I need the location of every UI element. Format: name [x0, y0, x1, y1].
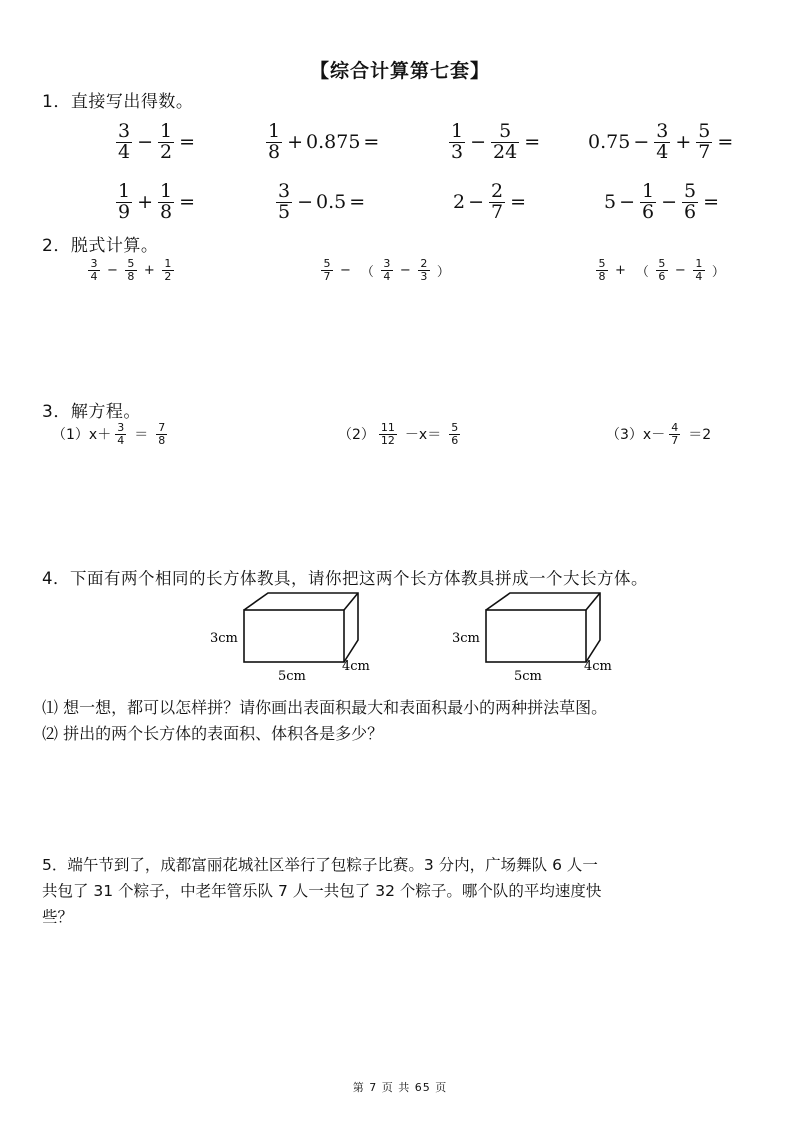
- cuboid-figures: [200, 590, 640, 690]
- q3-heading: 3．解方程。: [42, 402, 141, 422]
- q4-subquestion-2: ⑵ 拼出的两个长方体的表面积、体积各是多少？: [42, 724, 384, 743]
- fraction: $\frac{3}{4}$: [117, 421, 125, 447]
- q1-item-8: 5 − $\frac{1}{6}$ − $\frac{5}{6}$ =: [604, 180, 720, 223]
- fraction: $\frac{5}{7}$: [698, 120, 711, 163]
- q5-line-3: 些？: [42, 908, 74, 926]
- label-width-right: 4cm: [584, 659, 612, 674]
- label-length-left: 5cm: [278, 669, 306, 684]
- fraction: $\frac{1}{3}$: [451, 120, 464, 163]
- fraction: $\frac{1}{8}$: [160, 180, 173, 223]
- q3-equation-3: （3）x－ $\frac{4}{7}$ ＝2: [606, 421, 712, 447]
- fraction: $\frac{3}{5}$: [278, 180, 291, 223]
- q4-heading: 4．下面有两个相同的长方体教具，请你把这两个长方体教具拼成一个大长方体。: [42, 569, 648, 588]
- q5-line-1: 5．端午节到了，成都富丽花城社区举行了包粽子比赛。3 分内，广场舞队 6 人一: [42, 856, 598, 874]
- fraction: $\frac{5}{6}$: [451, 421, 459, 447]
- q2-item-1: $\frac{3}{4}$ − $\frac{5}{8}$ + $\frac{1}{2}$: [86, 258, 176, 282]
- fraction: $\frac{3}{4}$: [381, 258, 393, 282]
- q1-item-2: $\frac{1}{8}$ + 0.875 =: [268, 120, 380, 163]
- fraction: $\frac{1}{6}$: [642, 180, 655, 223]
- q1-item-6: $\frac{3}{5}$ − 0.5 =: [278, 180, 366, 223]
- q3-equation-1: （1）x＋ $\frac{3}{4}$ ＝ $\frac{7}{8}$: [52, 421, 166, 447]
- q1-item-7: 2 − $\frac{2}{7}$ =: [453, 180, 527, 223]
- page-title: 【综合计算第七套】: [309, 60, 490, 82]
- fraction: $\frac{3}{4}$: [656, 120, 669, 163]
- q1-heading: 1．直接写出得数。: [42, 92, 194, 112]
- cuboid-left: [244, 593, 358, 662]
- fraction: $\frac{3}{4}$: [88, 258, 100, 282]
- label-length-right: 5cm: [514, 669, 542, 684]
- page-footer: 第 7 页 共 65 页: [352, 1081, 448, 1094]
- fraction: $\frac{1}{8}$: [268, 120, 281, 163]
- q2-item-2: $\frac{5}{7}$ − （ $\frac{3}{4}$ − $\frac{2}{3}$ ）: [319, 258, 455, 282]
- fraction: $\frac{5}{6}$: [684, 180, 697, 223]
- fraction: $\frac{5}{7}$: [321, 258, 333, 282]
- fraction: $\frac{7}{8}$: [158, 421, 166, 447]
- fraction: $\frac{1}{2}$: [162, 258, 174, 282]
- q4-subquestion-1: ⑴ 想一想，都可以怎样拼？请你画出表面积最大和表面积最小的两种拼法草图。: [42, 698, 608, 717]
- label-width-left: 4cm: [342, 659, 370, 674]
- fraction: $\frac{2}{3}$: [418, 258, 430, 282]
- fraction: $\frac{1}{9}$: [118, 180, 131, 223]
- q1-item-1: $\frac{3}{4}$ − $\frac{1}{2}$ =: [118, 120, 196, 163]
- fraction: $\frac{5}{6}$: [656, 258, 668, 282]
- q1-item-4: 0.75 − $\frac{3}{4}$ + $\frac{5}{7}$ =: [588, 120, 734, 163]
- fraction: $\frac{11}{12}$: [380, 421, 395, 447]
- q1-item-5: $\frac{1}{9}$ + $\frac{1}{8}$ =: [118, 180, 196, 223]
- fraction: $\frac{1}{2}$: [160, 120, 173, 163]
- cuboid-right: [486, 593, 600, 662]
- fraction: $\frac{5}{24}$: [493, 120, 518, 163]
- fraction: $\frac{5}{8}$: [596, 258, 608, 282]
- label-height-left: 3cm: [210, 631, 238, 646]
- fraction: $\frac{1}{4}$: [693, 258, 705, 282]
- fraction: $\frac{4}{7}$: [671, 421, 679, 447]
- fraction: $\frac{3}{4}$: [118, 120, 131, 163]
- label-height-right: 3cm: [452, 631, 480, 646]
- q1-item-3: $\frac{1}{3}$ − $\frac{5}{24}$ =: [451, 120, 541, 163]
- fraction: $\frac{5}{8}$: [125, 258, 137, 282]
- q3-equation-2: （2） $\frac{11}{12}$ －x＝ $\frac{5}{6}$: [338, 421, 459, 447]
- q2-item-3: $\frac{5}{8}$ + （ $\frac{5}{6}$ − $\frac{1}{4}$ ）: [594, 258, 730, 282]
- fraction: $\frac{2}{7}$: [491, 180, 504, 223]
- q5-line-2: 共包了 31 个粽子，中老年管乐队 7 人一共包了 32 个粽子。哪个队的平均速度快: [42, 882, 602, 900]
- q2-heading: 2．脱式计算。: [42, 236, 159, 256]
